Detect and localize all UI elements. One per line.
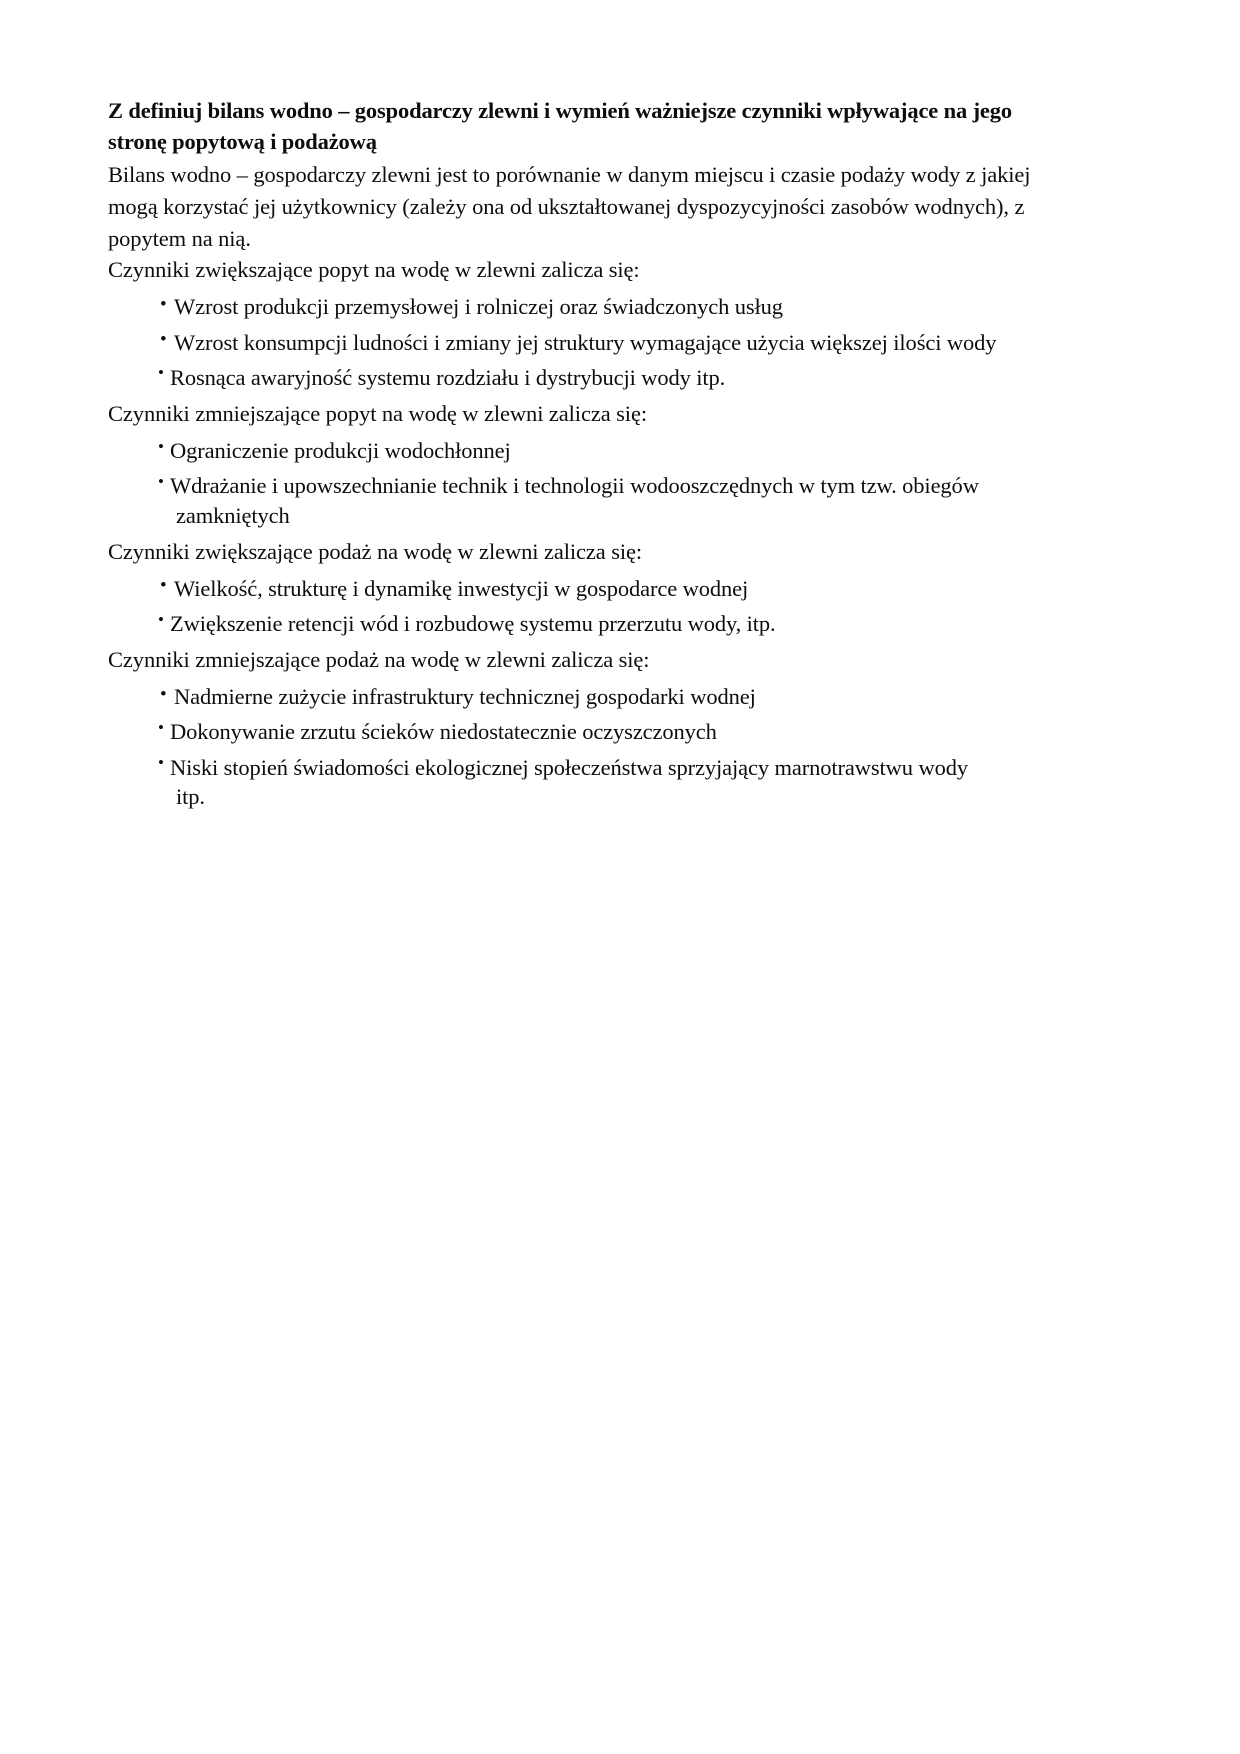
list-item [108,363,1050,392]
list-item [108,328,1054,357]
page-title-line-2: jego stronę popytową i podażową [108,98,1012,154]
list-item [108,717,1050,746]
bullet-icon: • [158,436,164,456]
bullet-icon: • [158,363,164,383]
section-lead: Czynniki zwiększające popyt na wodę w zlewni zalicza się: [108,257,640,283]
section-lead: Czynniki zwiększające podaż na wodę w zlewni zalicza się: [108,538,643,564]
bullet-icon: • [160,683,167,705]
section-decrease-demand [108,398,1048,530]
bullet-list [108,292,1048,392]
bullet-icon: • [158,471,164,491]
list-item-continuation: itp. [176,783,205,809]
bullet-icon: • [160,329,167,351]
page-title-line-1: Z definiuj bilans wodno – gospodarczy zlewni i wymień ważniejsze czynniki wpływające na [108,98,968,123]
bullet-icon: • [158,753,164,773]
list-item [108,471,1050,530]
list-item-text: Zwiększenie retencji wód i rozbudowę systemu przerzutu wody, itp. [170,611,776,636]
section-lead: Czynniki zmniejszające podaż na wodę w zlewni zalicza się: [108,647,650,673]
list-item [108,682,1054,711]
list-item [108,292,1054,321]
bullet-list [108,682,1048,811]
list-item [108,753,1050,812]
list-item [108,436,1050,465]
bullet-list [108,574,1048,639]
list-item-text: Niski stopień świadomości ekologicznej społeczeństwa sprzyjający marnotrawstwu wody [170,754,968,780]
document-body [108,96,1048,817]
intro-paragraph: Bilans wodno – gospodarczy zlewni jest to porównanie w danym miejscu i czasie podaży wody z jakiej mogą korzystać jej użytkownicy (zależy ona od ukształtowanej dyspozycyjności zasobów wodnych), z popytem na nią. [108,161,1031,251]
bullet-icon: • [158,609,164,629]
list-item [108,609,1050,638]
list-item-text: Wielkość, strukturę i dynamikę inwestycji w gospodarce wodnej [174,575,749,601]
bullet-list [108,436,1048,530]
bullet-icon: • [160,293,167,315]
list-item-text: Wdrażanie i upowszechnianie technik i technologii wodooszczędnych w tym tzw. obiegów [170,473,979,499]
sections-container [108,254,1048,811]
list-item-continuation: zamkniętych [176,502,290,528]
section-increase-demand [108,254,1048,392]
list-item-text: Wzrost produkcji przemysłowej i rolniczej oraz świadczonych usług [174,294,783,320]
bullet-icon: • [160,575,167,597]
list-item-text: Dokonywanie zrzutu ścieków niedostatecznie oczyszczonych [170,719,717,745]
page-title [108,96,1018,158]
section-lead: Czynniki zmniejszające popyt na wodę w zlewni zalicza się: [108,401,647,427]
list-item-text: Ograniczenie produkcji wodochłonnej [170,438,511,464]
section-increase-supply [108,536,1048,638]
list-item [108,574,1054,603]
list-item-text: Nadmierne zużycie infrastruktury technicznej gospodarki wodnej [174,684,756,710]
section-decrease-supply [108,644,1048,811]
bullet-icon: • [158,717,164,737]
list-item-text: Wzrost konsumpcji ludności i zmiany jej struktury wymagające użycia większej ilości wody [174,329,997,355]
list-item-text: Rosnąca awaryjność systemu rozdziału i dystrybucji wody itp. [170,364,726,390]
